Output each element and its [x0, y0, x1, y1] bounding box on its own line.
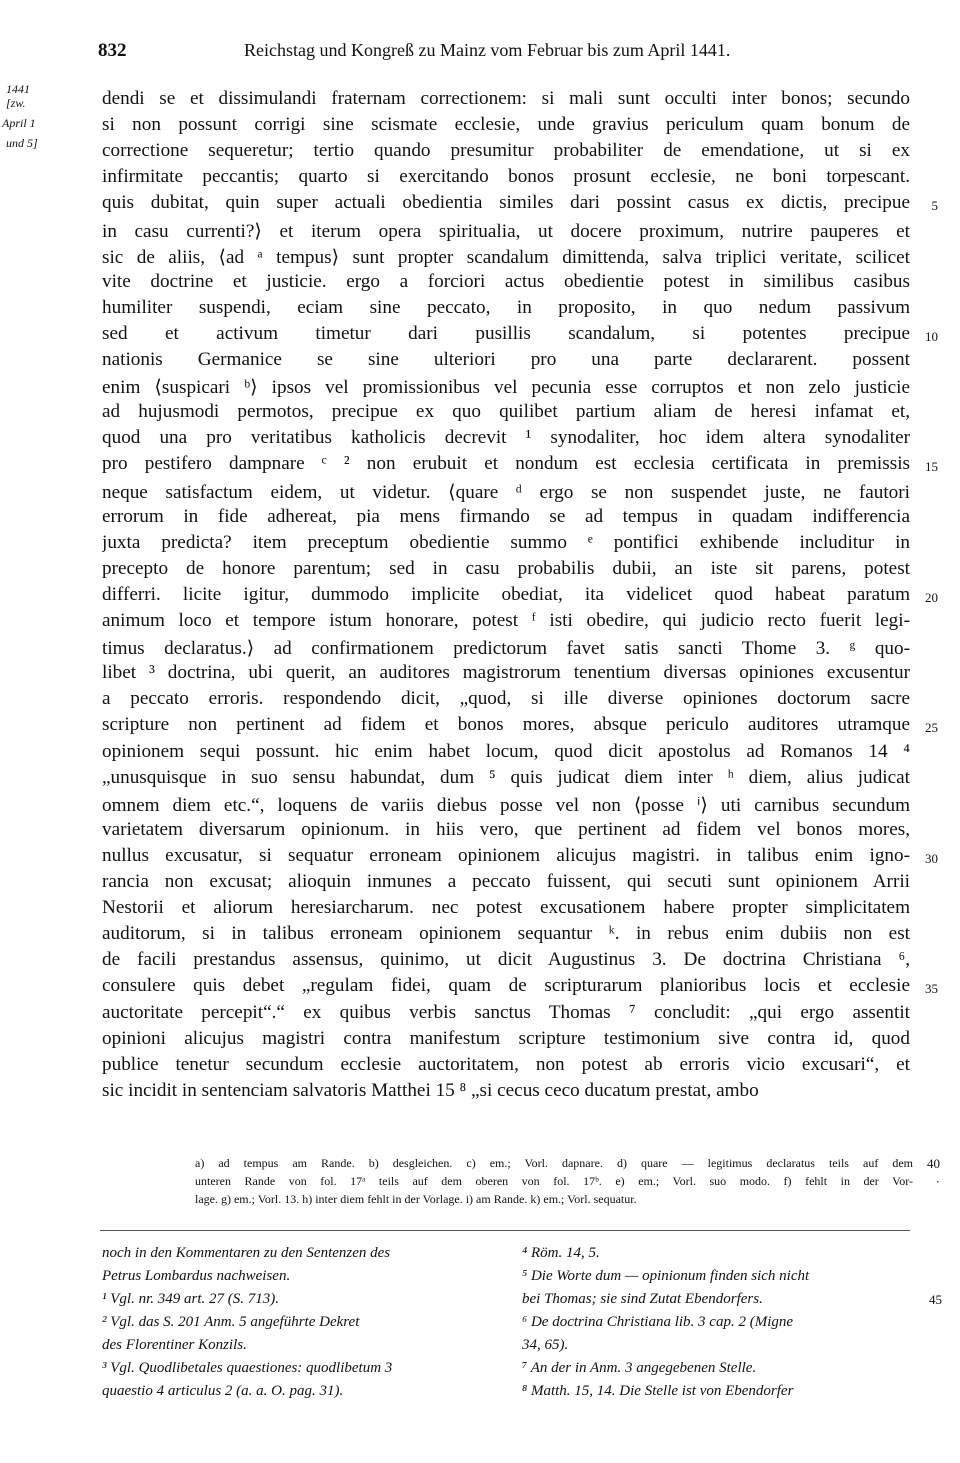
text-line: correctione sequeretur; tertio quando presumitur probabiliter de emendatione, ut si ex	[102, 140, 910, 162]
margin-date-line: [zw.	[6, 96, 26, 110]
apparatus-line-number: ·	[935, 1174, 940, 1189]
text-line: sic de aliis, ⟨ad ᵃ tempus⟩ sunt propter scandalum dimittenda, salva triplici veritate, scilicet	[102, 246, 910, 268]
text-line: nationis Germanice se sine ulteriori pro una parte declararent. possent	[102, 349, 910, 370]
page-number: 832	[98, 40, 127, 61]
footnote-line: ² Vgl. das S. 201 Anm. 5 angeführte Dekret	[102, 1314, 360, 1330]
text-line: humiliter suspendi, eciam sine peccato, in proposito, in quo nedum passivum	[102, 296, 910, 318]
margin-date-line: 1441	[6, 82, 30, 96]
text-line: juxta predicta? item preceptum obedientie summo ᵉ pontifici exhibende includitur in	[102, 531, 910, 553]
text-line: vite doctrine et justicie. ergo a forciori actus obedientie potest in similibus casibus	[102, 270, 910, 292]
footnotes-right-column	[522, 1242, 912, 1403]
footnote-line-number: 45	[929, 1292, 942, 1307]
footnote-divider	[100, 1230, 910, 1231]
footnote-line: des Florentiner Konzils.	[102, 1337, 247, 1353]
text-line: ad hujusmodi permotos, precipue ex quo quilibet partium aliam de heresi infamat et,	[102, 401, 910, 423]
line-number: 35	[925, 981, 938, 997]
line-number: 25	[925, 720, 938, 736]
footnote-line: bei Thomas; sie sind Zutat Ebendorfers.	[522, 1291, 763, 1307]
footnote-line: quaestio 4 articulus 2 (a. a. O. pag. 31).	[102, 1383, 344, 1399]
line-number: 5	[931, 198, 938, 214]
text-line: si non possunt corrigi sine scismate ecclesie, unde gravius periculum quam bonum de	[102, 114, 910, 136]
text-line: neque satisfactum eidem, ut videtur. ⟨quare ᵈ ergo se non suspendet juste, ne fautori	[102, 481, 910, 503]
footnote-line: ⁸ Matth. 15, 14. Die Stelle ist von Ebendorfer	[522, 1383, 794, 1399]
text-line: enim ⟨suspicari ᵇ⟩ ipsos vel promissionibus vel pecunia esse corruptos et non zelo justicie	[102, 377, 910, 399]
text-line: quod una pro veritatibus katholicis decrevit ¹ synodaliter, hoc idem altera synodaliter	[102, 427, 910, 449]
line-number: 15	[925, 459, 938, 475]
text-line: dendi se et dissimulandi fraternam correctionem: si mali sunt occulti inter bonos; secundo	[102, 88, 910, 109]
text-line: errorum in fide adhereat, pia mens firmando se ad tempus in quadam indifferencia	[102, 505, 910, 527]
text-line: infirmitate peccantis; quarto si exercitando bonos prosunt ecclesie, ne boni torpescant.	[102, 166, 910, 188]
text-line: auctoritate percepit“.“ ex quibus verbis sanctus Thomas ⁷ concludit: „qui ergo assentit	[102, 1001, 910, 1023]
line-number: 20	[925, 589, 938, 605]
running-title: Reichstag und Kongreß zu Mainz vom Februar bis zum April 1441.	[244, 40, 731, 60]
line-number: 10	[925, 328, 938, 344]
text-line: a peccato erroris. respondendo dicit, „quod, si ille diverse opiniones doctorum sacre	[102, 688, 910, 710]
text-line: in casu currenti?⟩ et iterum opera spiritualia, ut docere proximum, nutrire pauperes et	[102, 220, 910, 242]
text-line: precepto de honore parentum; sed in casu probabilis dubii, an iste sit parens, potest	[102, 557, 910, 579]
critical-apparatus	[195, 1154, 913, 1208]
text-line: libet ³ doctrina, ubi querit, an auditores magistrorum tenentium diversas opiniones excusentur	[102, 662, 910, 684]
text-line: sic incidit in sentenciam salvatoris Matthei 15 ⁸ „si cecus ceco ducatum prestat, ambo	[102, 1079, 759, 1101]
footnote-line: ⁶ De doctrina Christiana lib. 3 cap. 2 (Migne	[522, 1314, 794, 1330]
page-header	[98, 40, 910, 70]
text-line: publice tenetur secundum ecclesie auctoritatem, non potest ab erroris vicio excusari“, et	[102, 1053, 910, 1075]
text-line: animum loco et tempore istum honorare, potest ᶠ isti obedire, qui judicio recto fuerit legi-	[102, 610, 910, 631]
apparatus-line-number: 40	[927, 1156, 940, 1171]
text-line: sed et activum timetur dari pusillis scandalum, si potentes precipue	[102, 322, 910, 344]
text-line: omnem diem etc.“, loquens de variis diebus posse vel non ⟨posse ⁱ⟩ uti carnibus secundum	[102, 794, 910, 816]
text-line: rancia non excusat; alioquin inmunes a peccato fuissent, qui secuti sunt opinionem Arrii	[102, 871, 910, 892]
margin-date-line: und 5]	[6, 136, 38, 150]
footnote-line: noch in den Kommentaren zu den Sentenzen des	[102, 1245, 391, 1261]
text-line: opinioni alicujus magistri contra manifestum scripture testimonium sive contra id, quod	[102, 1027, 910, 1049]
line-number: 30	[925, 850, 938, 866]
footnote-line: ¹ Vgl. nr. 349 art. 27 (S. 713).	[102, 1291, 279, 1307]
text-line: de facili prestandus assensus, quinimo, ut dicit Augustinus 3. De doctrina Christiana ⁶,	[102, 949, 910, 971]
footnote-line: 34, 65).	[522, 1337, 569, 1353]
text-line: „unusquisque in suo sensu habundat, dum ⁵ quis judicat diem inter ʰ diem, alius judicat	[102, 766, 910, 788]
apparatus-line: a) ad tempus am Rande. b) desgleichen. c) em.; Vorl. dapnare. d) quare — legitimus declaratus teils auf dem	[195, 1156, 913, 1170]
footnotes-left-column	[102, 1242, 492, 1403]
footnote-line: Petrus Lombardus nachweisen.	[102, 1268, 291, 1284]
text-line: opinionem sequi possunt. hic enim habet locum, quod dicit apostolus ad Romanos 14 ⁴	[102, 740, 910, 762]
apparatus-line: lage. g) em.; Vorl. 13. h) inter diem fehlt in der Vorlage. i) am Rande. k) em.; Vorl. sequatur.	[195, 1192, 637, 1206]
footnote-line: ⁷ An der in Anm. 3 angegebenen Stelle.	[522, 1360, 757, 1376]
margin-date-line: April 1	[2, 116, 36, 130]
apparatus-line: unteren Rande von fol. 17ᵃ teils auf dem oberen von fol. 17ᵇ. e) em.; Vorl. suo modo. f) fehlt in der Vor-	[195, 1174, 913, 1188]
footnote-line: ⁴ Röm. 14, 5.	[522, 1245, 600, 1261]
footnote-line: ⁵ Die Worte dum — opinionum finden sich nicht	[522, 1268, 810, 1284]
text-line: auditorum, si in talibus erroneam opinionem sequantur ᵏ. in rebus enim dubiis non est	[102, 923, 910, 945]
text-line: differri. licite igitur, dummodo implicite obediat, ita videlicet quod habeat paratum	[102, 583, 910, 605]
text-line: consulere quis debet „regulam fidei, quam de scripturarum planioribus locis et ecclesie	[102, 975, 910, 997]
footnote-line: ³ Vgl. Quodlibetales quaestiones: quodlibetum 3	[102, 1360, 393, 1376]
text-line: timus declaratus.⟩ ad confirmationem predictorum favet satis sancti Thome 3. ᵍ quo-	[102, 638, 910, 660]
text-line: quis dubitat, quin super actuali obedientia similes dari possint casus ex dictis, precipue	[102, 192, 910, 214]
text-line: pro pestifero dampnare ᶜ ² non erubuit et nondum est ecclesia certificata in premissis	[102, 453, 910, 475]
text-line: nullus excusatur, si sequatur erroneam opinionem alicujus magistri. in talibus enim igno-	[102, 844, 910, 866]
text-line: varietatem diversarum opinionum. in hiis vero, que pertinent ad fidem vel bonos mores,	[102, 818, 910, 840]
text-line: scripture non pertinent ad fidem et bonos mores, absque periculo auditores utramque	[102, 714, 910, 736]
text-line: Nestorii et aliorum heresiarcharum. nec potest excusationem habere propter simplicitatem	[102, 897, 910, 919]
